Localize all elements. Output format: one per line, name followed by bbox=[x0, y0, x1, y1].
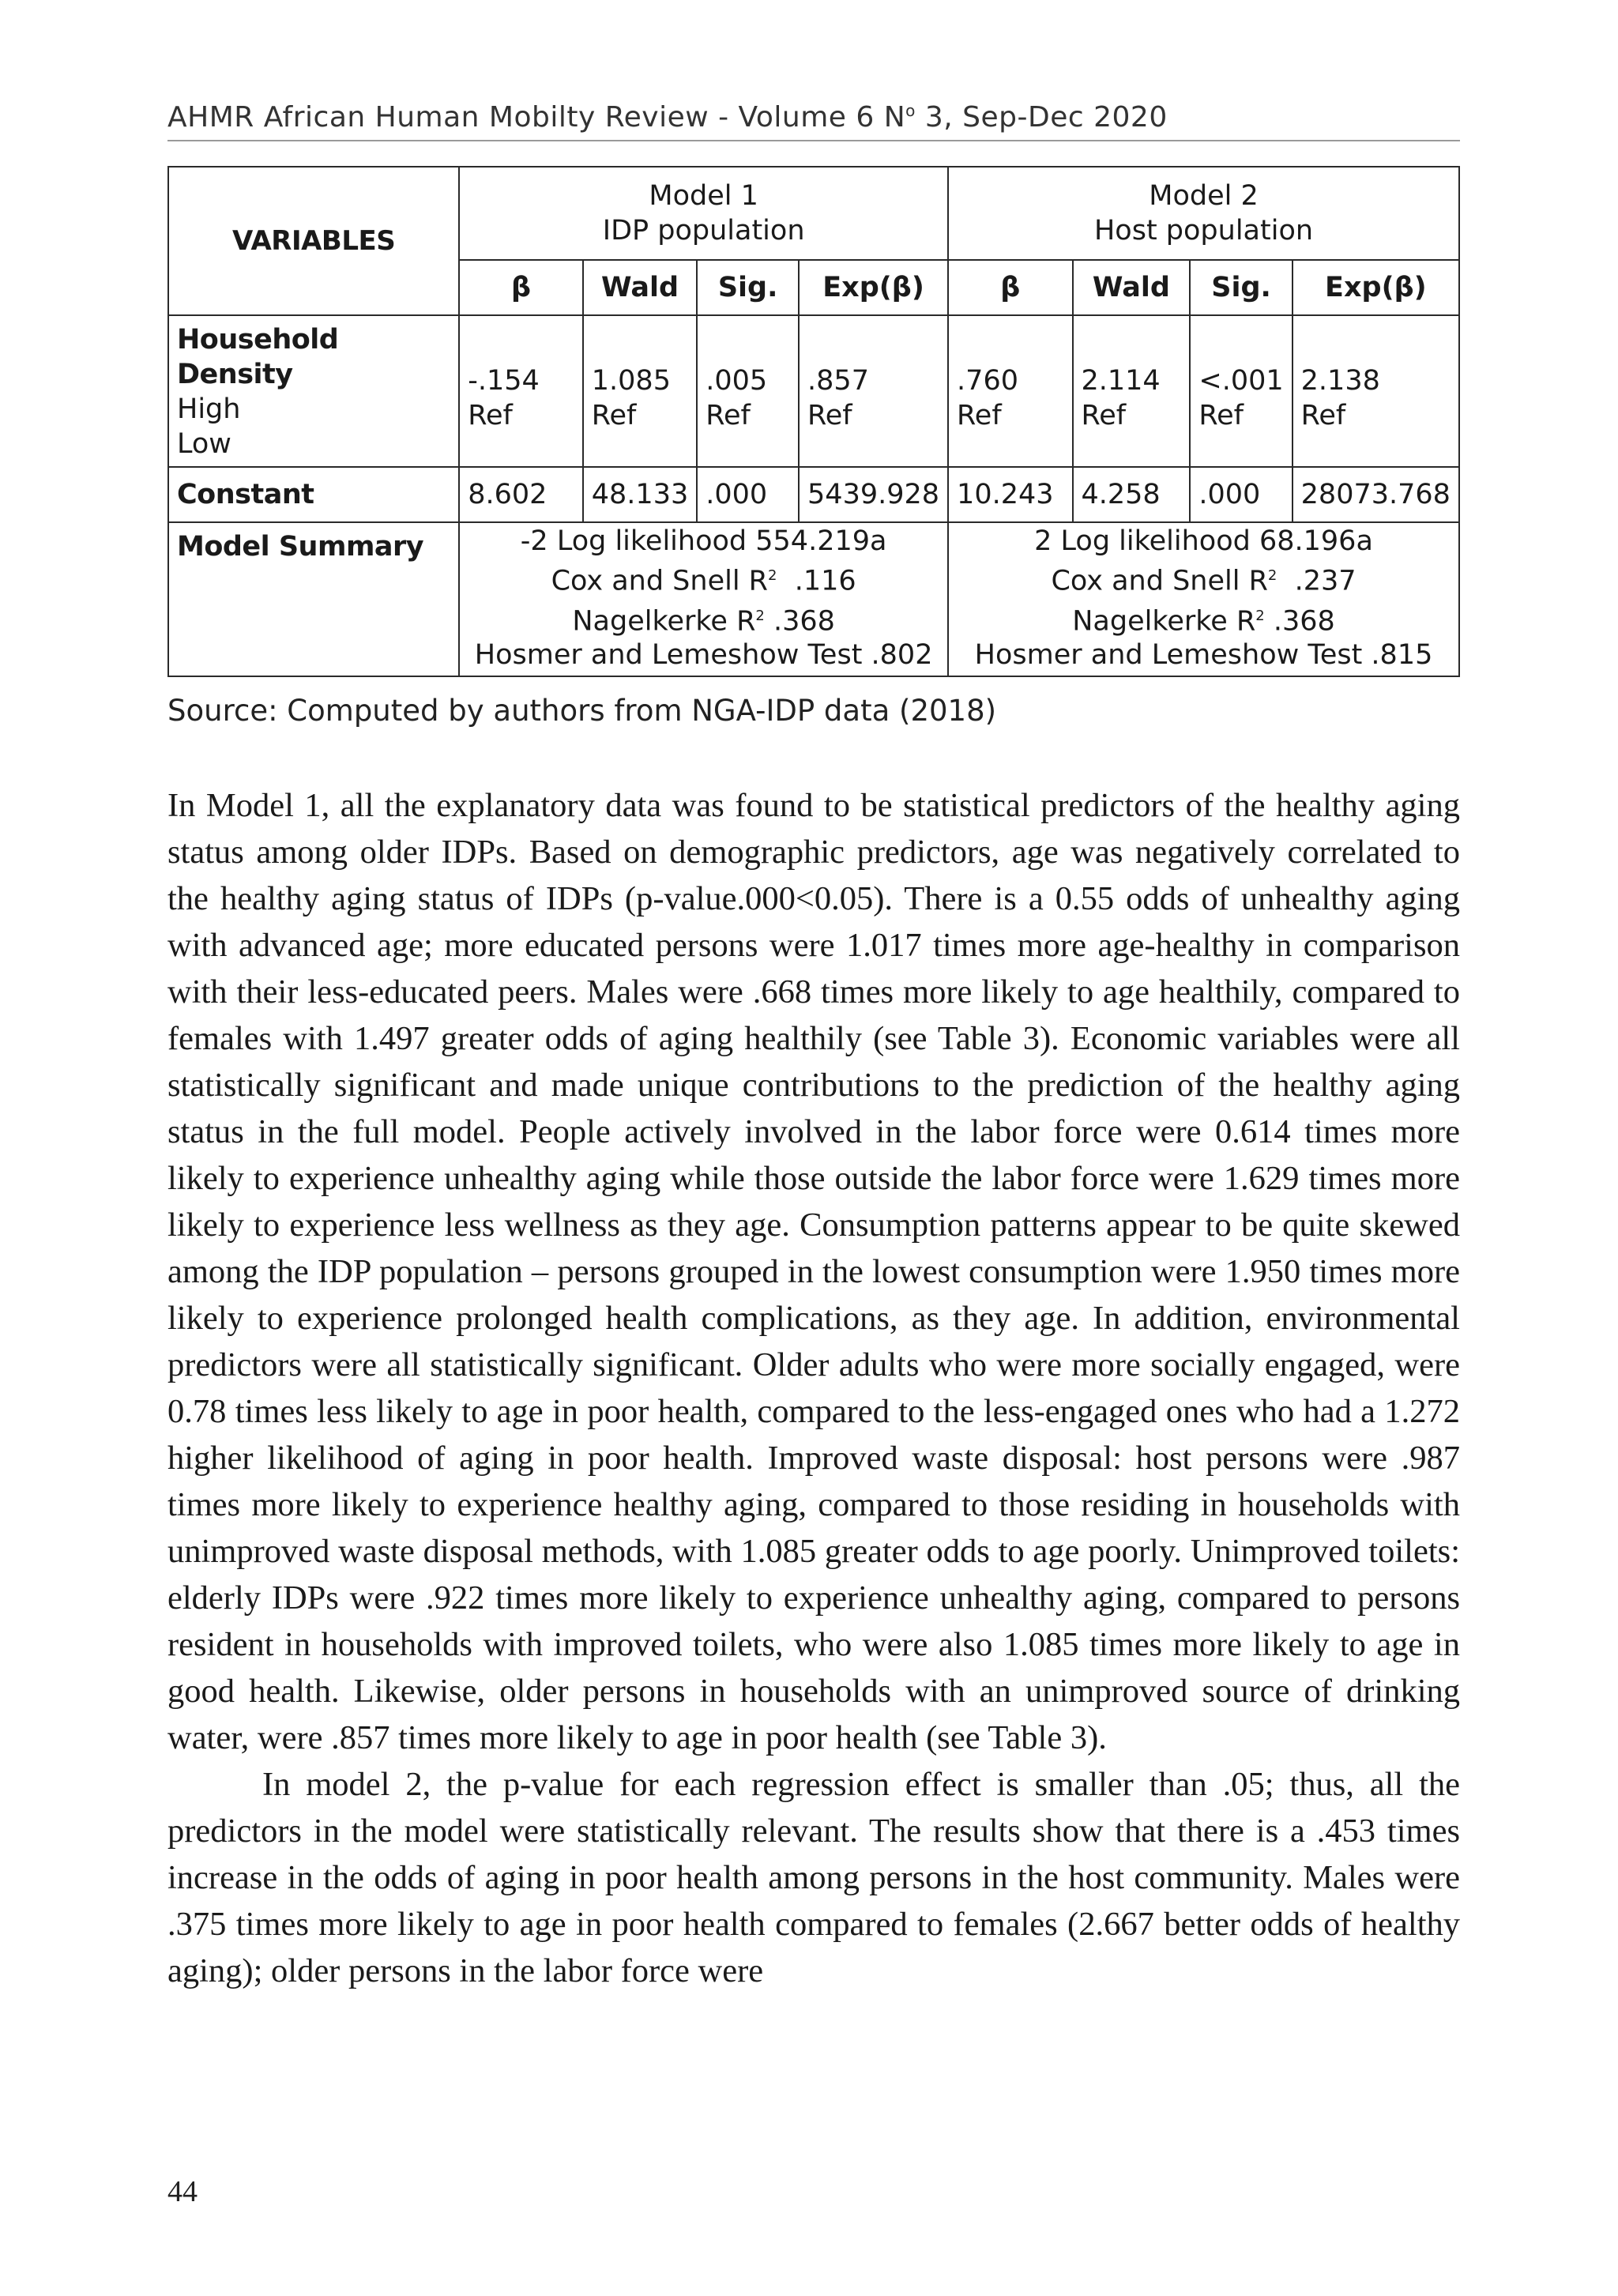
col-header-m2-beta: β bbox=[948, 260, 1072, 315]
model2-title: Model 2 bbox=[1149, 180, 1259, 212]
household-density-title: Household Density bbox=[177, 324, 339, 390]
regression-table bbox=[167, 166, 1460, 677]
level-low: Low bbox=[177, 428, 231, 460]
model2-summary: 2 Log likelihood 68.196a Cox and Snell $R^2$ .237 Nagelkerke $R^2$ .368 Hosmer and Lemeshow Test .815 bbox=[948, 522, 1459, 676]
hd-m2-wald: 2.114 Ref bbox=[1073, 315, 1191, 467]
const-m2-beta: 10.243 bbox=[948, 467, 1072, 522]
model1-header bbox=[459, 167, 948, 260]
running-head-text: AHMR African Human Mobilty Review - Volume 6 N bbox=[167, 101, 906, 134]
household-density-label bbox=[168, 315, 459, 467]
level-high: High bbox=[177, 393, 241, 425]
col-header-m2-wald: Wald bbox=[1073, 260, 1191, 315]
model-summary-label: Model Summary bbox=[168, 522, 459, 676]
table-source-note: Source: Computed by authors from NGA-IDP data (2018) bbox=[167, 694, 997, 728]
col-header-m1-exp: Exp(β) bbox=[799, 260, 948, 315]
hd-m1-beta: -.154 Ref bbox=[459, 315, 583, 467]
hd-m1-sig: .005 Ref bbox=[697, 315, 799, 467]
table-row bbox=[168, 467, 1459, 522]
const-m2-wald: 4.258 bbox=[1073, 467, 1191, 522]
hd-m2-exp: 2.138 Ref bbox=[1293, 315, 1459, 467]
table-row bbox=[168, 315, 1459, 467]
running-head-sup: o bbox=[905, 101, 916, 120]
model2-header bbox=[948, 167, 1459, 260]
model1-title: Model 1 bbox=[649, 180, 758, 212]
running-head-date: 3, Sep-Dec 2020 bbox=[915, 101, 1168, 134]
hd-m2-sig: <.001 Ref bbox=[1190, 315, 1292, 467]
const-m1-beta: 8.602 bbox=[459, 467, 583, 522]
body-text bbox=[167, 782, 1460, 1994]
const-m2-sig: .000 bbox=[1190, 467, 1292, 522]
paragraph-model1: In Model 1, all the explanatory data was found to be statistical predictors of the healthy aging status among older IDPs. Based on demographic predictors, age was negatively correlated to the healthy aging status of IDPs (p-value.000<0.05). There is a 0.55 odds of unhealthy aging with advanced age; more educated persons were 1.017 times more age-healthy in comparison with their less-educated peers. Males were .668 times more likely to age healthily, compared to females with 1.497 greater odds of aging healthily (see Table 3). Economic variables were all statistically significant and made unique contributions to the prediction of the healthy aging status in the full model. People actively involved in the labor force were 0.614 times more likely to experience unhealthy aging while those outside the labor force were 1.629 times more likely to experience less wellness as they age. Consumption patterns appear to be quite skewed among the IDP population – persons grouped in the lowest consumption were 1.950 times more likely to experience prolonged health complications, as they age. In addition, environmental predictors were all statistically significant. Older adults who were more socially engaged, were 0.78 times less likely to age in poor health, compared to the less-engaged ones who had a 1.272 higher likelihood of aging in poor health. Improved waste disposal: host persons were .987 times more likely to experience healthy aging, compared to those residing in households with unimproved waste disposal methods, with 1.085 greater odds to age poorly. Unimproved toilets: elderly IDPs were .922 times more likely to experience unhealthy aging, compared to persons resident in households with improved toilets, who were also 1.085 times more likely to age in good health. Likewise, older persons in households with an unimproved source of drinking water, were .857 times more likely to age in poor health (see Table 3). bbox=[167, 787, 1460, 1756]
hd-m1-exp: .857 Ref bbox=[799, 315, 948, 467]
hd-m2-beta: .760 Ref bbox=[948, 315, 1072, 467]
col-header-m1-beta: β bbox=[459, 260, 583, 315]
constant-label: Constant bbox=[168, 467, 459, 522]
const-m2-exp: 28073.768 bbox=[1293, 467, 1459, 522]
table-header-row bbox=[168, 167, 1459, 260]
variables-header: VARIABLES bbox=[168, 167, 459, 315]
const-m1-sig: .000 bbox=[697, 467, 799, 522]
col-header-m2-exp: Exp(β) bbox=[1293, 260, 1459, 315]
running-head bbox=[167, 101, 1460, 141]
const-m1-wald: 48.133 bbox=[583, 467, 697, 522]
col-header-m1-wald: Wald bbox=[583, 260, 697, 315]
model1-population: IDP population bbox=[602, 215, 805, 247]
model1-summary: -2 Log likelihood 554.219a Cox and Snell $R^2$ .116 Nagelkerke $R^2$ .368 Hosmer and Lemeshow Test .802 bbox=[459, 522, 948, 676]
col-header-m2-sig: Sig. bbox=[1190, 260, 1292, 315]
col-header-m1-sig: Sig. bbox=[697, 260, 799, 315]
table-row bbox=[168, 522, 1459, 676]
page-number: 44 bbox=[167, 2175, 198, 2208]
paragraph-model2: In model 2, the p-value for each regression effect is smaller than .05; thus, all the predictors in the model were statistically relevant. The results show that there is a .453 times increase in the odds of aging in poor health among persons in the host community. Males were .375 times more likely to age in poor health compared to females (2.667 better odds of healthy aging); older persons in the labor force were bbox=[167, 1766, 1460, 1989]
const-m1-exp: 5439.928 bbox=[799, 467, 948, 522]
model2-population: Host population bbox=[1093, 215, 1314, 247]
hd-m1-wald: 1.085 Ref bbox=[583, 315, 697, 467]
